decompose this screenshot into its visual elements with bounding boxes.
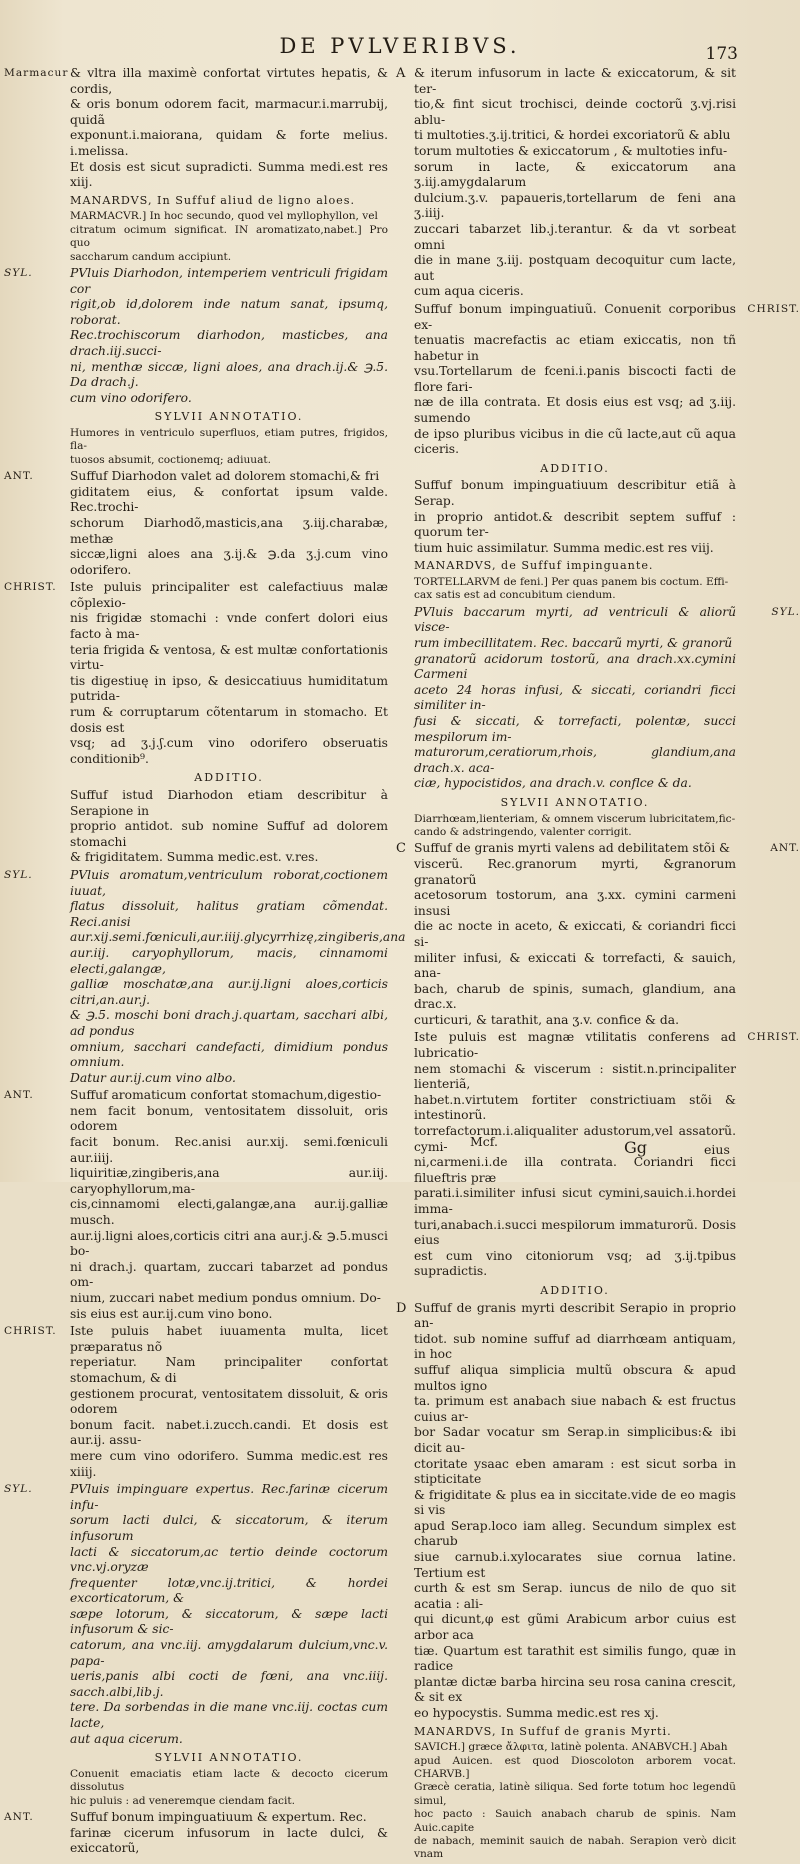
text-block (414, 1030, 800, 1280)
block-text: Humores in ventriculo superfluos, etiam putres, frigidos, fla- tuosos absumit, coctionemq; adiuuat. (70, 426, 388, 466)
text-block (4, 1482, 388, 1747)
block-text: Suffuf Diarhodon valet ad dolorem stomachi,& fri giditatem eius, & confortat ipsum valde. Rec.trochi- schorum Diarhodõ,masticis,ana ʒ.iij.charabæ, methæ siccæ,ligni aloes ana ʒ.ij.& ℈.da ʒ.j.cum vino odorifero. (70, 469, 388, 577)
text-block (414, 604, 800, 792)
footer-catch: Mcf. (470, 1134, 498, 1149)
block-text: Suffuf aromaticum confortat stomachum,digestio- nem facit bonum, ventositatem dissoluit, oris odorem facit bonum. Rec.anisi aur.xij. semi.fœniculi aur.iiij. liquiritiæ,zingiberis,ana aur.iij. caryophyllorum,ma- cis,cinnamomi electi,galangæ,ana aur.ij.galliæ musch. aur.ij.ligni aloes,corticis citri ana aur.j.& ℈.5.musci bo- ni drach.j. quartam, zuccari tabarzet ad pondus om- nium, zuccari nabet medium pondus omnium. Do- sis eius est aur.ij.cum vino bono. (70, 1088, 388, 1321)
text-block (70, 1750, 388, 1766)
text-block (70, 1768, 388, 1808)
section-letter: A (396, 66, 406, 81)
block-text: SYLVII ANNOTATIO. (500, 795, 650, 809)
text-block (4, 1810, 388, 1857)
text-block (4, 265, 388, 406)
text-block (414, 576, 736, 603)
text-block (70, 193, 388, 209)
text-block (396, 841, 800, 1028)
block-text: PVluis baccarum myrti, ad ventriculi & aliorũ visce- rum imbecillitatem. Rec. baccarũ myrti, & granorũ granatorũ acidorum tostorũ, ana drach.xx.cymini Carmeni aceto 24 horas infusi, & siccati, coriandri ficci similiter in- fusi & siccati, & torrefacti, polentæ, succi mespilorum im- maturorum,ceratiorum,rhois, glandium,ana drach.x. aca- ciæ, hypocistidos, ana drach.v. conflce & da. (414, 604, 736, 791)
text-block (4, 1088, 388, 1322)
block-text: Suffuf bonum impinguatiuum describitur etiã à Serap. in proprio antidot.& describit septem suffuf : quorum ter- tium huic assimilatur. Summa medic.est res viij. (414, 478, 736, 555)
block-text: & vltra illa maximè confortat virtutes hepatis, & cordis, & oris bonum odorem facit, marmacur.i.marrubij, quidã exponunt.i.maiorana, quidam & forte melius. i.melissa. Et dosis est sicut supradicti. Summa medi.est res xiij. (70, 66, 388, 190)
block-text: SYLVII ANNOTATIO. (154, 1751, 304, 1765)
text-block (396, 1300, 736, 1722)
text-block (414, 813, 736, 840)
block-text: Suffuf bonum impinguatiuum & expertum. Rec. farinæ cicerum infusorum in lacte dulci, & exiccatorũ, (70, 1810, 388, 1856)
text-block (414, 558, 736, 574)
block-text: ADDITIO. (194, 771, 264, 785)
block-text: Iste puluis habet iuuamenta multa, licet præparatus nõ reperiatur. Nam principaliter confortat stomachum, & di gestionem procurat, ventositatem dissoluit, & oris odorem bonum facit. nabet.i.zucch.candi. Et dosis est aur.ij. assu- mere cum vino odorifero. Summa medic.est res xiiij. (70, 1324, 388, 1479)
text-block (70, 409, 388, 425)
text-block (4, 469, 388, 578)
block-text: SYLVII ANNOTATIO. (154, 410, 304, 424)
margin-note: SYL. (771, 605, 800, 618)
text-block (70, 210, 388, 264)
text-block (414, 1283, 736, 1299)
margin-note: CHRIST. (4, 581, 57, 594)
block-text: MANARDVS, de Suffuf impinguante. (414, 559, 654, 573)
right-column (396, 66, 800, 1864)
margin-note: ANT. (770, 842, 800, 855)
margin-note: SYL. (4, 1483, 33, 1496)
block-text: PVluis Diarhodon, intemperiem ventriculi frigidam cor rigit,ob id,dolorem inde natum sanat, ipsumq, roborat. Rec.trochiscorum diarhodon, masticbes, ana drach.iij.succi- ni, menthæ siccæ, ligni aloes, ana drach.ij.& ℈.5. Da drach.j. cum vino odorifero. (70, 265, 388, 405)
block-text: ADDITIO. (540, 461, 610, 475)
block-text: MANARDVS, In Suffuf aliud de ligno aloes. (70, 193, 356, 207)
block-text: TORTELLARVM de feni.] Per quas panem bis coctum. Effi- cax satis est ad concubitum ciendum. (414, 576, 729, 602)
margin-note: CHRIST. (747, 302, 800, 315)
block-text: PVluis aromatum,ventriculum roborat,coctionem iuuat, flatus dissoluit, halitus gratiam cõmendat. Reci.anisi aur.xij.semi.fœniculi,aur.iiij.glycyrrhizę,zingiberis,ana aur.iij. caryophyllorum, macis, cinnamomi electi,galangæ, galliæ moschatæ,ana aur.ij.ligni aloes,corticis citri,an.aur.j. & ℈.5. moschi boni drach.j.quartam, sacchari albi, ad pondus omnium, sacchari candefacti, dimidium pondus omnium. Datur aur.ij.cum vino albo. (70, 867, 406, 1085)
margin-note: SYL. (4, 266, 33, 279)
block-text: PVluis impinguare expertus. Rec.farinæ cicerum infu- sorum lacti dulci, & siccatorum, & iterum infusorum lacti & siccatorum,ac tertio deinde coctorum vnc.vj.oryzæ frequenter lotæ,vnc.ij.tritici, & hordei excorticatorum, & sæpe lotorum, & siccatorum, & sæpe lacti infusorum & sic- catorum, ana vnc.iij. amygdalarum dulcium,vnc.v. papa- ueris,panis albi cocti de fœni, ana vnc.iiij. sacch.albi,lib.j. tere. Da sorbendas in die mane vnc.iij. coctas cum lacte, aut aqua cicerum. (70, 1482, 388, 1746)
block-text: MANARDVS, In Suffuf de granis Myrti. (414, 1724, 672, 1738)
margin-note: ANT. (4, 470, 34, 483)
signature-mark: Gg (624, 1138, 648, 1157)
block-text: ADDITIO. (540, 1283, 610, 1297)
block-text: Suffuf bonum impinguatiuũ. Conuenit corporibus ex- tenuatis macrefactis ac etiam exiccatis, non tñ habetur in vsu.Tortellarum de fceni.i.panis biscocti facti de flore fari- næ de illa contrata. Et dosis eius est vsq; ad ʒ.iij. sumendo de ipso pluribus vicibus in die cũ lacte,aut cũ aqua ciceris. (414, 301, 736, 457)
text-block (414, 1741, 736, 1862)
margin-note: CHRIST. (4, 1325, 57, 1338)
block-text: Conuenit emaciatis etiam lacte & decocto cicerum dissolutus hic puluis : ad veneremque ciendam facit. (70, 1767, 388, 1807)
section-letter: C (396, 841, 406, 857)
block-text: Diarrhœam,lienteriam, & omnem viscerum lubricitatem,fic- cando & adstringendo, valenter corrigit. (414, 812, 736, 838)
block-text: Suffuf istud Diarhodon etiam describitur à Serapione in proprio antidot. sub nomine Suffuf ad dolorem stomachi & frigiditatem. Summa medic.est. v.res. (70, 788, 388, 865)
catchword: eius (704, 1142, 730, 1157)
text-block (70, 770, 388, 786)
text-block (4, 867, 406, 1086)
left-column (4, 66, 406, 1859)
block-text: MARMACVR.] In hoc secundo, quod vel myllophyllon, vel citratum ocimum significat. IN aromatizato,nabet.] Pro quo saccharum candum accipiunt. (70, 210, 388, 263)
running-head: DE PVLVERIBVS. (279, 34, 521, 58)
text-block (4, 66, 388, 191)
margin-note: CHRIST. (747, 1031, 800, 1044)
block-text: Iste puluis est magnæ vtilitatis conferens ad lubricatio- nem stomachi & viscerum : sistit.n.principaliter lienteriã, habet.n.virtutem fortiter constrictiuam stõi & intestinorũ. torrefactorum.i.aliqualiter adustorum,vel assatorũ. cymi- ni,carmeni.i.de illa contrata. Coriandri ficci filueftris præ parati.i.similiter infusi sicut cymini,sauich.i.hordei imma- turi,anabach.i.succi mespilorum immaturorũ. Dosis eius est cum vino citoniorum vsq; ad ʒ.ij.tpibus supradictis. (414, 1030, 736, 1279)
margin-note: SYL. (4, 868, 33, 881)
block-text: Suffuf de granis myrti describit Serapio in proprio an- tidot. sub nomine suffuf ad diarrhœam antiquam, in hoc suffuf aliqua simplicia multũ obscura & apud multos igno ta. primum est anabach siue nabach & est fructus cuius ar- bor Sadar vocatur sm Serap.in simplicibus:& ibi dicit au- ctoritate ysaac eben amaram : est sicut sorba in stipticitate & frigiditate & plus ea in siccitate.vide de eo magis si vis apud Serap.loco iam alleg. Secundum simplex est charub siue carnub.i.xylocarates siue cornua latine. Tertium est curth & est sm Serap. iuncus de nilo de quo sit acatia : ali- qui dicunt,φ est gũmi Arabicum arbor cuius est arbor aca tiæ. Quartum est tarathit est similis fungo, quæ in radice plantæ dictæ barba hircina seu rosa canina crescit, & sit ex eo hypocystis. Summa medic.est res xj. (414, 1300, 736, 1720)
text-block (70, 788, 388, 866)
text-block (414, 1724, 736, 1740)
text-block (70, 427, 388, 467)
margin-note: ANT. (4, 1811, 34, 1824)
page-number: 173 (705, 44, 738, 64)
text-block (414, 478, 736, 556)
text-block (414, 461, 736, 477)
text-block (4, 1324, 388, 1480)
section-letter: D (396, 1300, 407, 1316)
text-block (414, 795, 736, 811)
margin-note: Marmacur (4, 67, 69, 79)
block-text: Iste puluis principaliter est calefactiuus malæ cõplexio- nis frigidæ stomachi : vnde confert dolori eius facto à ma- teria frigida & ventosa, & est multæ confortationis virtu- tis digestiuę in ipso, & desiccatiuus humiditatum putrida- rum & corruptarum cõtentarum in stomacho. Et dosis est vsq; ad ʒ.j.ʃ.cum vino odorifero obseruatis conditionib⁹. (70, 580, 388, 766)
block-text: Suffuf de granis myrti valens ad debilitatem stõi & viscerũ. Rec.granorum myrti, &granorum granatorũ acetosorum tostorum, ana ʒ.xx. cymini carmeni insusi die ac nocte in aceto, & exiccati, & coriandri ficci si- militer infusi, & exiccati & torrefacti, & sauich, ana- bach, charub de spinis, sumach, glandium, ana drac.x. curticuri, & tarathit, ana ʒ.v. confice & da. (414, 841, 736, 1027)
margin-note: ANT. (4, 1089, 34, 1102)
text-block (396, 66, 736, 300)
block-text: & iterum infusorum in lacte & exiccatorum, & sit ter- tio,& fint sicut trochisci, deinde coctorũ ʒ.vj.risi ablu- ti multoties.ʒ.ij.tritici, & hordei excoriatorũ & ablu torum multoties & exiccatorum , & multoties infu- sorum in lacte, & exiccatorum ana ʒ.iij.amygdalarum dulcium.ʒ.v. papaueris,tortellarum de feni ana ʒ.iiij. zuccari tabarzet lib.j.terantur. & da vt sorbeat omni die in mane ʒ.iij. postquam decoquitur cum lacte, aut cum aqua ciceris. (414, 66, 736, 299)
block-text: SAVICH.] græce ἄλφιτα, latinè polenta. ANABVCH.] Abah apud Auicen. est quod Dioscoloton arborem vocat. CHARVB.] Græcè ceratia, latinè siliqua. Sed forte totum hoc legendũ simul, hoc pacto : Sauich anabach charub de spinis. Nam Auic.capite de nabach, meminit sauich de nabah. Serapion verò dicit vnam (414, 1741, 736, 1861)
text-block (414, 301, 800, 458)
text-block (4, 580, 388, 767)
